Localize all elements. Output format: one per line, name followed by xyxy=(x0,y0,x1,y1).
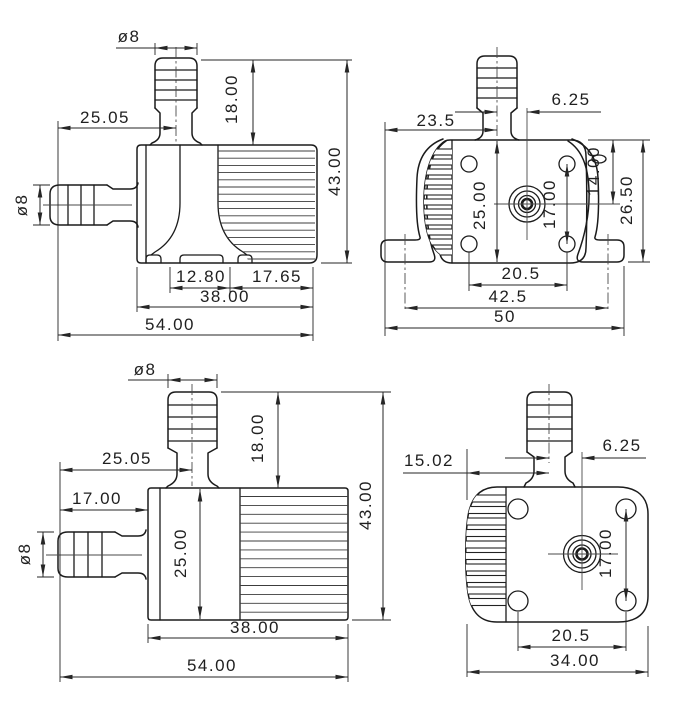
dim-label-outlet-dia: ø8 xyxy=(133,360,157,379)
dim-label-inlet-dia: ø8 xyxy=(12,193,31,217)
dim-label-face-height: 25.00 xyxy=(470,179,489,231)
dim-label-outlet-dia: ø8 xyxy=(117,27,141,46)
screw-hole xyxy=(461,156,477,172)
dim-label-hole-pitch-v: 17.00 xyxy=(596,527,615,579)
dim-label-overall-length: 54.00 xyxy=(186,656,238,675)
dim-label-top-to-axis: 14.00 xyxy=(584,145,603,197)
dim-label-outlet-offset: 25.05 xyxy=(101,449,153,468)
dimension-labels xyxy=(404,436,642,670)
dim-label-bracket-width: 50 xyxy=(494,307,516,326)
motor-hatching xyxy=(240,497,348,613)
screw-hole xyxy=(508,591,528,611)
screw-hole xyxy=(461,236,477,252)
dim-label-overall-height: 43.00 xyxy=(325,145,344,197)
dim-label-body-width: 34.00 xyxy=(549,651,601,670)
dimension-labels xyxy=(15,360,375,675)
pump-outline xyxy=(463,384,648,622)
cooling-fins xyxy=(420,149,454,255)
dim-label-slot-pitch: 42.5 xyxy=(488,287,528,306)
dim-label-base-motor: 17.65 xyxy=(251,267,303,286)
dim-label-overall-height: 43.00 xyxy=(356,479,375,531)
dim-label-overall-length: 54.00 xyxy=(144,315,196,334)
view-side-bottom-left xyxy=(15,360,391,682)
dim-label-hole-pitch-h: 20.5 xyxy=(551,626,591,645)
dim-label-bracket-to-outlet: 23.5 xyxy=(416,111,456,130)
dimensions xyxy=(37,374,391,682)
dim-label-hole-pitch-v: 17.00 xyxy=(540,178,559,230)
dim-label-outlet-offset: 25.05 xyxy=(79,108,131,127)
dim-label-body-height: 25.00 xyxy=(171,527,190,579)
cooling-fins xyxy=(463,495,506,606)
dim-label-hole-pitch-h: 20.5 xyxy=(501,264,541,283)
dim-label-inlet-dia: ø8 xyxy=(15,542,34,566)
view-front-top-right xyxy=(381,47,650,336)
view-front-bottom-right xyxy=(403,384,648,677)
dim-label-outlet-height: 18.00 xyxy=(248,412,267,464)
screw-hole xyxy=(508,499,528,519)
pump-outline xyxy=(43,47,317,263)
dim-label-outlet-to-axis: 6.25 xyxy=(602,436,642,455)
dim-label-edge-to-outlet: 15.02 xyxy=(403,451,455,470)
dim-label-base-notch: 12.80 xyxy=(175,267,227,286)
view-side-top-left xyxy=(12,27,352,341)
dim-label-inlet-length: 17.00 xyxy=(71,489,123,508)
dim-label-outlet-height: 18.00 xyxy=(222,73,241,125)
dim-label-body-length: 38.00 xyxy=(199,287,251,306)
dim-label-body-length: 38.00 xyxy=(229,618,281,637)
dim-label-outlet-to-axis: 6.25 xyxy=(551,90,591,109)
dim-label-overall-height: 26.50 xyxy=(617,174,636,226)
